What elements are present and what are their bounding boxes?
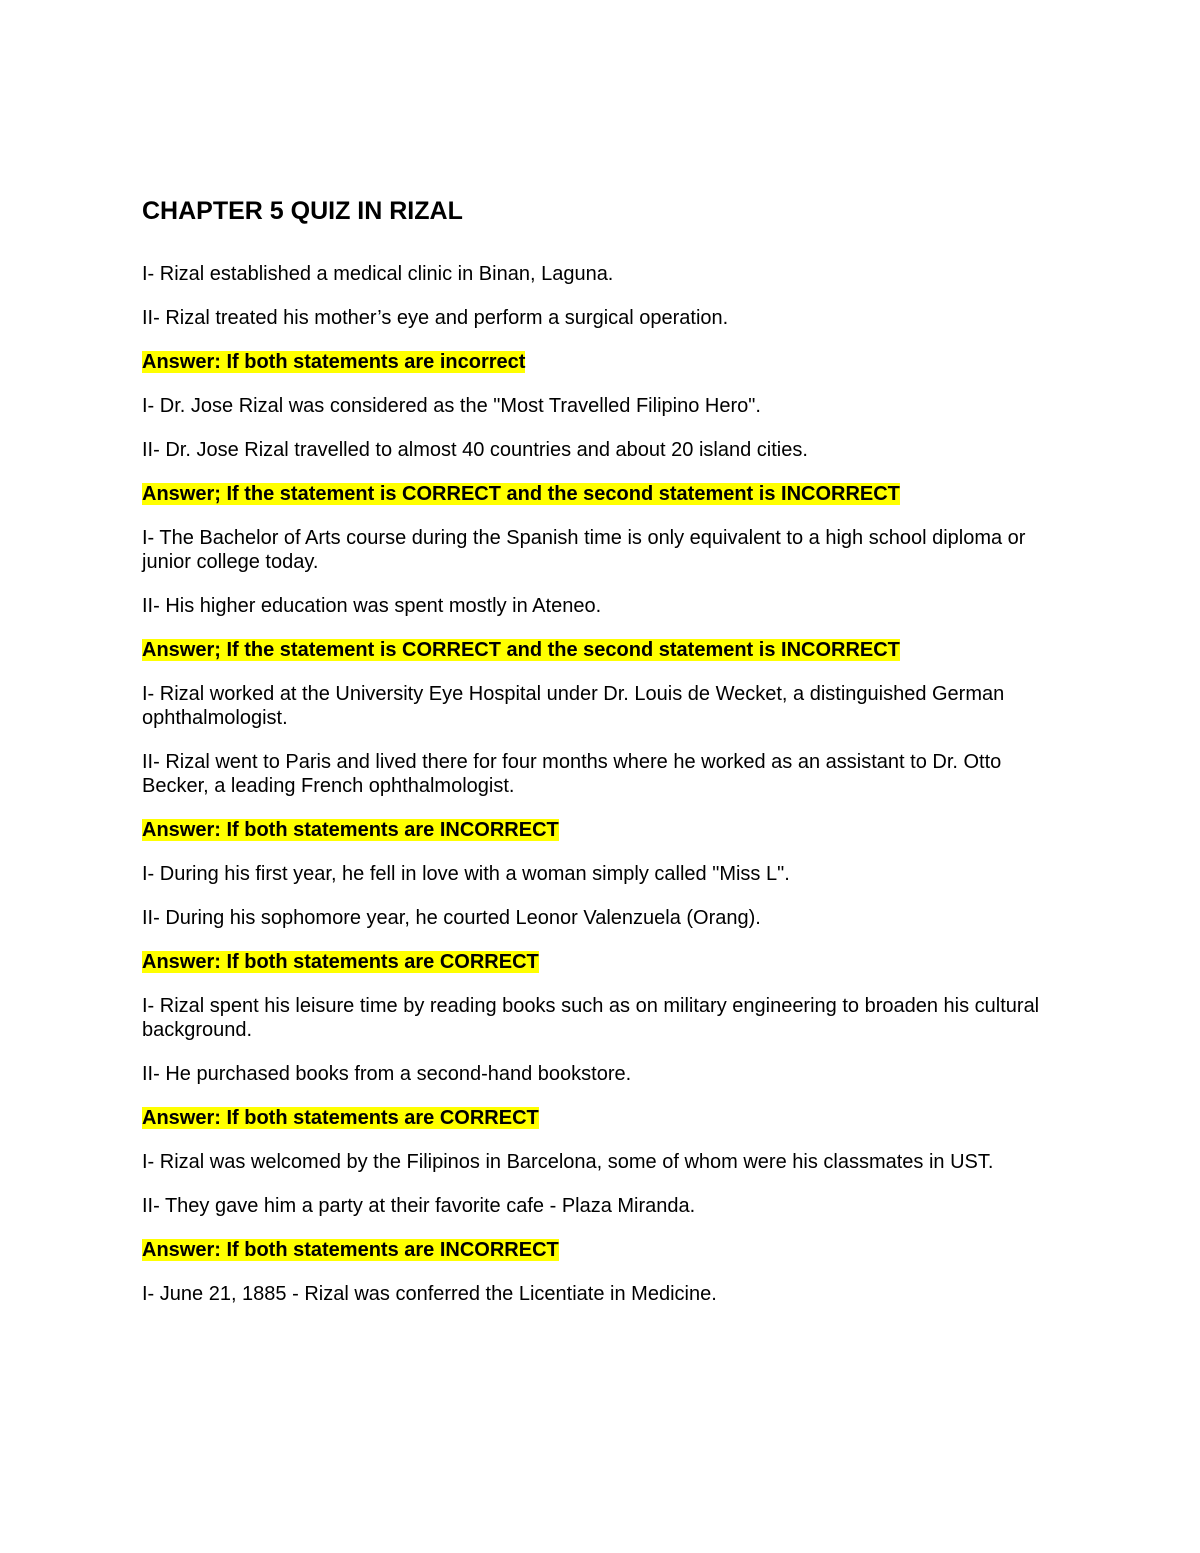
answer-7-highlight: Answer: If both statements are INCORRECT (142, 1239, 559, 1261)
statement-6: II- His higher education was spent mostly in Ateneo. (142, 595, 602, 617)
statement-2: II- Rizal treated his mother’s eye and perform a surgical operation. (142, 307, 729, 329)
answer-6 (142, 1106, 1042, 1130)
statement-9: I- During his first year, he fell in love with a woman simply called "Miss L". (142, 863, 790, 885)
statement-4: II- Dr. Jose Rizal travelled to almost 40 countries and about 20 island cities. (142, 439, 808, 461)
statement-15: I- June 21, 1885 - Rizal was conferred the Licentiate in Medicine. (142, 1283, 717, 1305)
statement-11: I- Rizal spent his leisure time by reading books such as on military engineering to broaden his cultural background. (142, 995, 1040, 1041)
statement-7: I- Rizal worked at the University Eye Hospital under Dr. Louis de Wecket, a distinguished German ophthalmologist. (142, 683, 1005, 729)
statement-1: I- Rizal established a medical clinic in Binan, Laguna. (142, 263, 614, 285)
statement-13: I- Rizal was welcomed by the Filipinos in Barcelona, some of whom were his classmates in UST. (142, 1151, 994, 1173)
answer-7 (142, 1238, 1042, 1262)
answer-4 (142, 818, 1042, 842)
answer-5-highlight: Answer: If both statements are CORRECT (142, 951, 539, 973)
answer-3-highlight: Answer; If the statement is CORRECT and the second statement is INCORRECT (142, 639, 900, 661)
document-title: CHAPTER 5 QUIZ IN RIZAL (142, 197, 463, 225)
statement-3: I- Dr. Jose Rizal was considered as the "Most Travelled Filipino Hero". (142, 395, 761, 417)
answer-2 (142, 482, 1042, 506)
statement-12: II- He purchased books from a second-hand bookstore. (142, 1063, 632, 1085)
answer-3 (142, 638, 1042, 662)
answer-4-highlight: Answer: If both statements are INCORRECT (142, 819, 559, 841)
statement-8: II- Rizal went to Paris and lived there for four months where he worked as an assistant to Dr. Otto Becker, a leading French ophthalmologist. (142, 751, 1002, 797)
answer-1-highlight: Answer: If both statements are incorrect (142, 351, 526, 373)
document-page (142, 196, 1042, 1326)
answer-1 (142, 350, 1042, 374)
answer-5 (142, 950, 1042, 974)
statement-10: II- During his sophomore year, he courted Leonor Valenzuela (Orang). (142, 907, 761, 929)
answer-2-highlight: Answer; If the statement is CORRECT and the second statement is INCORRECT (142, 483, 900, 505)
statement-5: I- The Bachelor of Arts course during the Spanish time is only equivalent to a high school diploma or junior college today. (142, 527, 1026, 573)
answer-6-highlight: Answer: If both statements are CORRECT (142, 1107, 539, 1129)
statement-14: II- They gave him a party at their favorite cafe - Plaza Miranda. (142, 1195, 696, 1217)
